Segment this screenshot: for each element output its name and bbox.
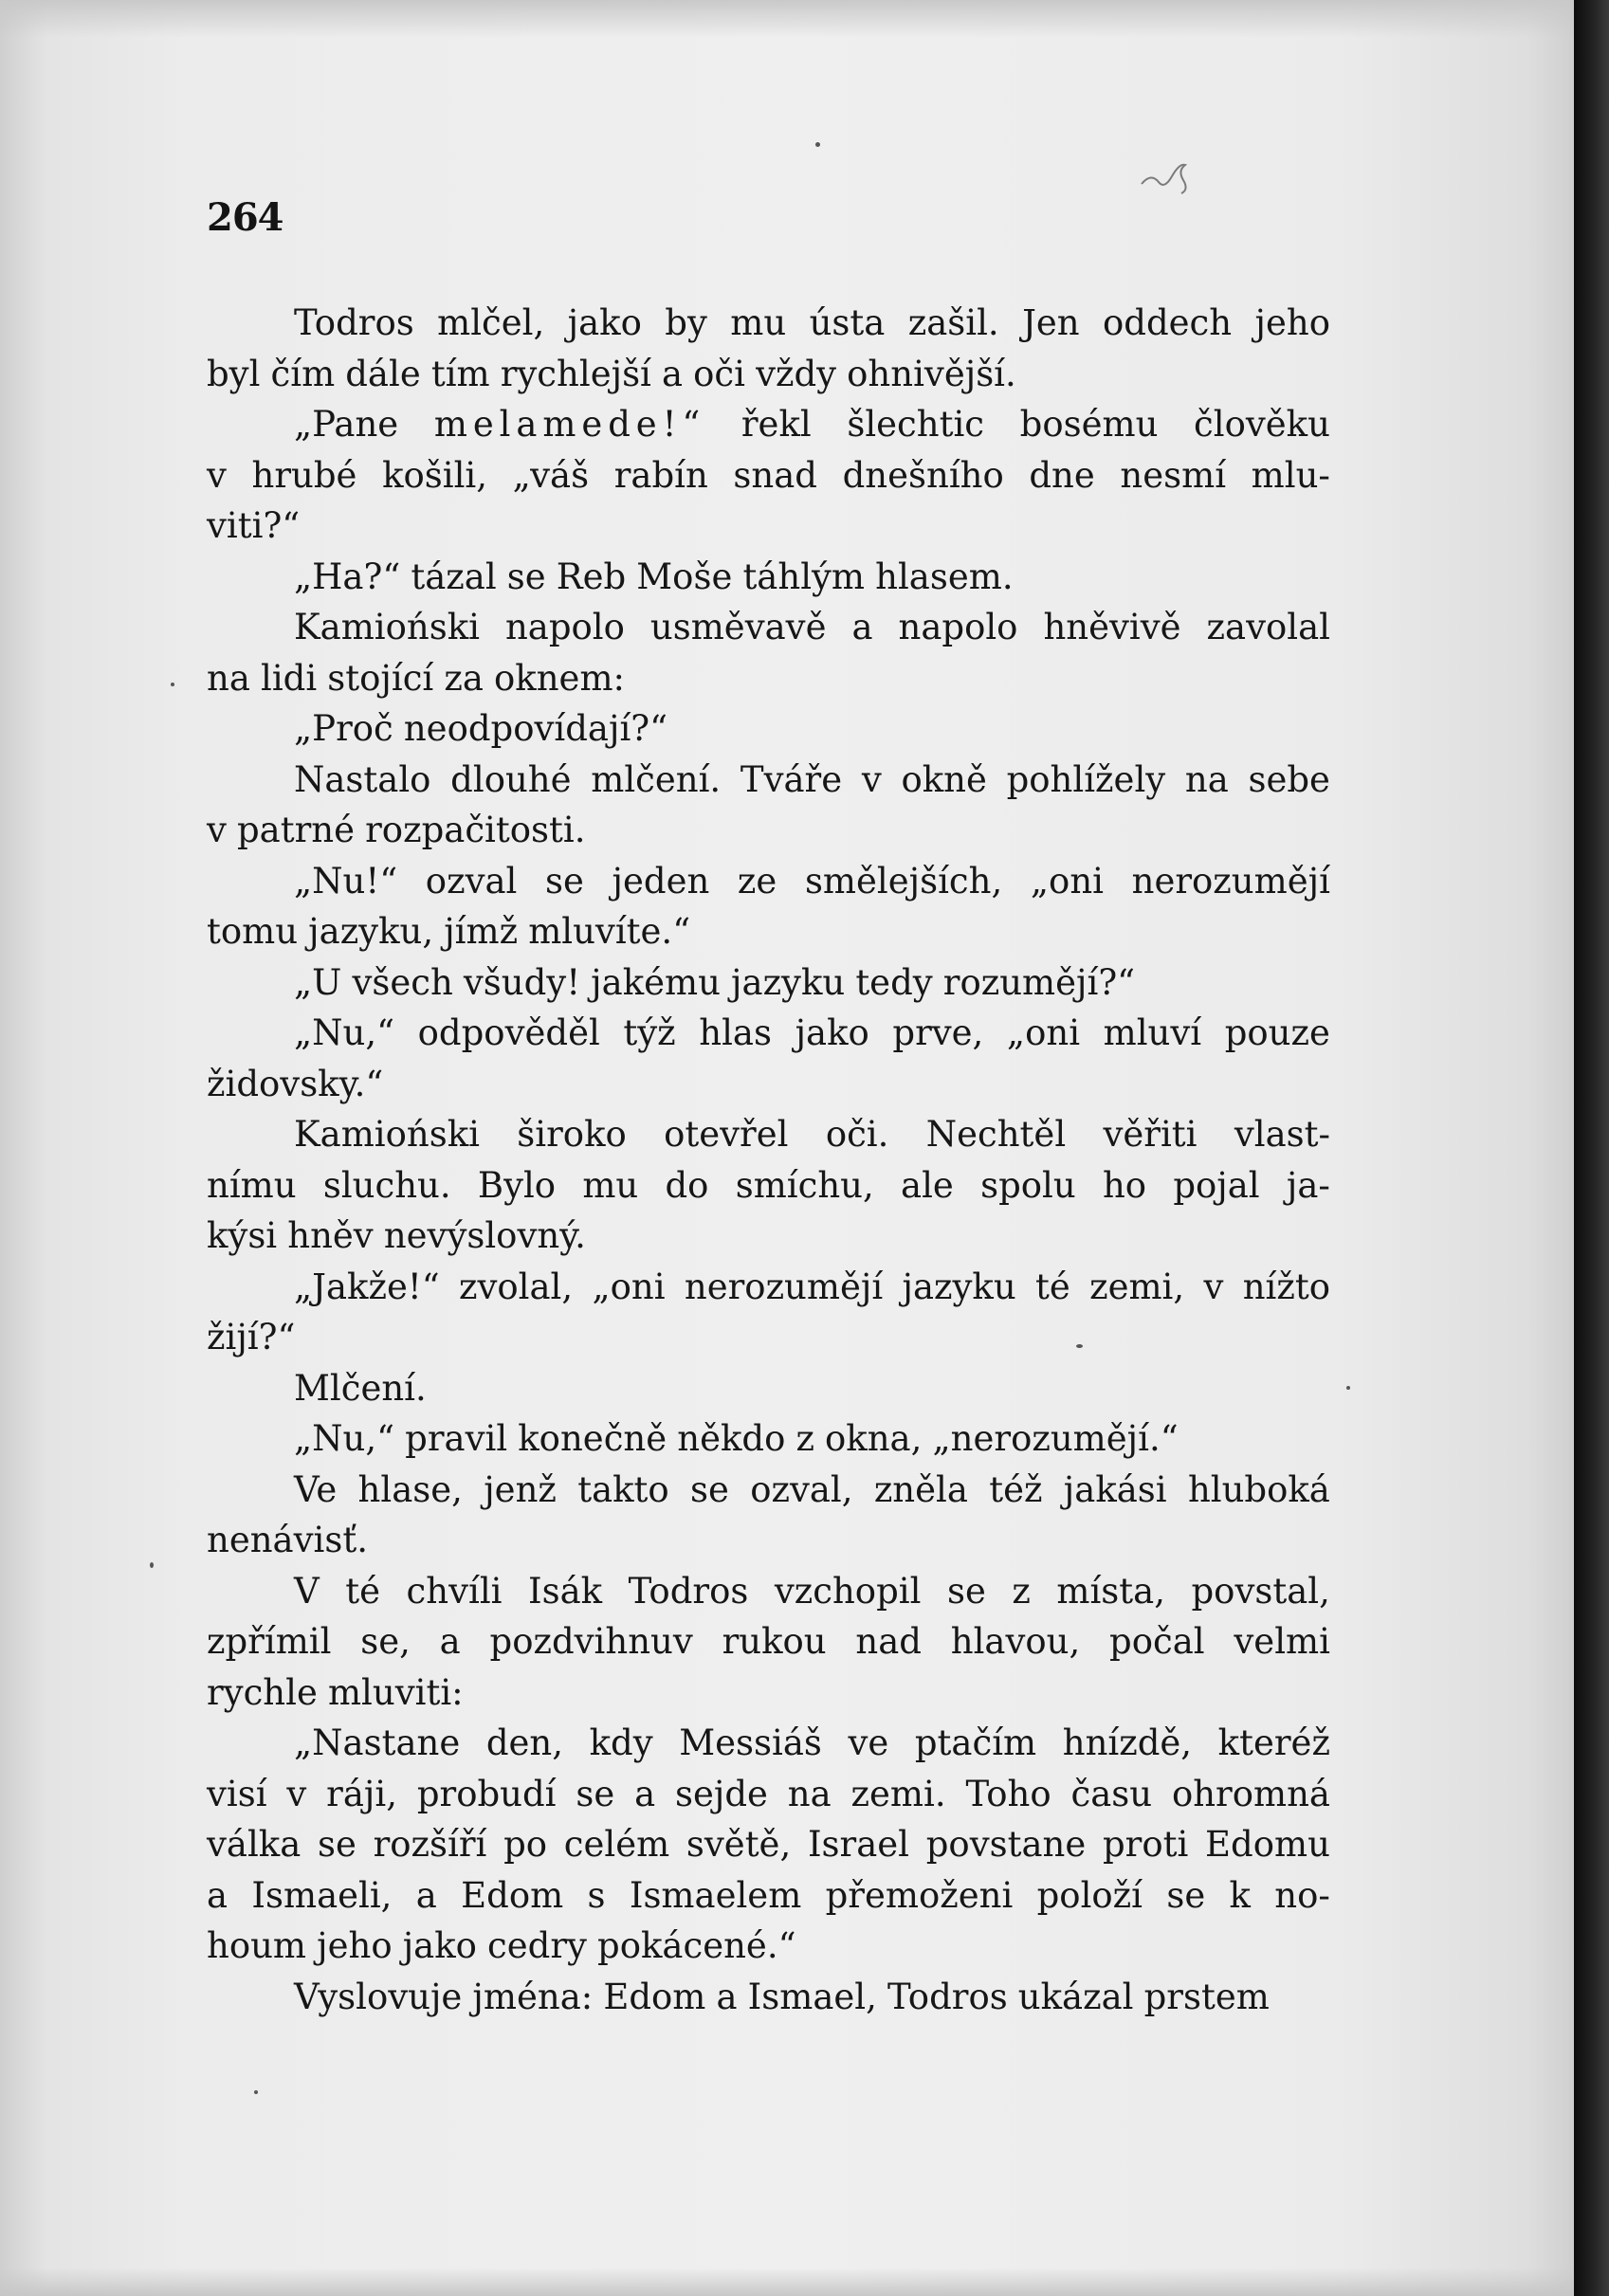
word: Todros [628,1570,749,1612]
word: přemoženi [825,1874,1014,1916]
word: světě, [686,1824,792,1865]
word: šlechtic [847,404,985,445]
word: „oni [1006,1012,1081,1053]
word: člověku [1194,404,1330,445]
text-line [207,1465,1330,1516]
word: „Nu,“ [294,1012,395,1053]
word: zašil. [907,302,999,343]
word: Jen [1022,302,1080,343]
word: žijí?“ [207,1317,296,1358]
word: takto [577,1468,669,1510]
book-spine [1574,0,1609,2296]
word: Mlčení. [294,1367,427,1409]
word: dále [345,353,421,394]
word: ozval, [750,1468,853,1510]
word: „váš [512,454,590,496]
word: ptačím [914,1722,1037,1763]
word: a [716,1976,738,2017]
text-line [207,1211,1330,1262]
word: ozval [425,860,518,902]
word: hrubé [251,454,357,496]
word: pravil [405,1418,508,1459]
word: zemi. [850,1773,946,1814]
word: se [946,1570,986,1612]
word: na [787,1773,832,1814]
word: V [294,1570,320,1612]
word: oči. [825,1114,889,1155]
word: válka [207,1824,302,1865]
text-line [207,1312,1330,1363]
word: té [345,1570,381,1612]
word: konečně [518,1418,667,1459]
word: jeho [317,1925,393,1966]
word: se [690,1468,729,1510]
word: chvíli [406,1570,503,1612]
word: rabín [613,454,708,496]
word: a [661,353,684,394]
word: široko [517,1114,627,1155]
print-speck [1076,1344,1083,1348]
word: všech [352,961,453,1003]
word: se [506,556,546,597]
word: hlas [699,1012,772,1053]
word: položí [1036,1874,1143,1916]
word: celém [563,1824,670,1865]
text-line [207,552,1330,603]
text-line [207,906,1330,957]
word: po [503,1824,548,1865]
word: Ismael, [747,1976,877,2017]
word: jímž [444,911,519,952]
print-speck [171,683,174,686]
word: dlouhé [450,758,572,800]
word: ráji, [326,1773,397,1814]
word: s [587,1874,606,1916]
word: v [207,810,227,850]
word: „Nastane [294,1722,461,1763]
word: v [286,1773,307,1814]
text-line [207,399,1330,450]
word: Nechtěl [925,1114,1067,1155]
word: ohromná [1171,1773,1330,1814]
word: rozpačitosti. [365,810,586,850]
word: z [1012,1570,1031,1612]
word: jako [567,302,642,343]
text-line [207,1718,1330,1769]
word: jakému [591,961,721,1003]
word: stojící [327,657,434,699]
word: jeho [1254,302,1330,343]
word: pohlížely [1006,758,1166,800]
word: jazyku [731,961,846,1003]
word: pokácené.“ [597,1925,796,1966]
word: sejde [675,1773,768,1814]
word: Todros [294,302,414,343]
word: „Ha?“ [294,556,401,597]
word: Vyslovuje [294,1976,463,2017]
word: okně [901,758,987,800]
word: by [665,302,707,343]
word: ohnivější. [847,353,1016,394]
word: „Pane [294,404,399,445]
page-number: 264 [207,195,283,240]
word: lidi [260,657,318,699]
text-line [207,501,1330,552]
word: se [317,1824,357,1865]
word: věřiti [1103,1114,1198,1155]
word: Messiáš [679,1722,822,1763]
word: Edom [461,1874,564,1916]
text-line [207,1972,1330,2023]
word: Moše [636,556,733,597]
word: ve [848,1722,889,1763]
word: proti [1102,1824,1189,1865]
word: Todros [887,1976,1008,2017]
word: hněv [287,1215,374,1256]
word: rychlejší [500,353,651,394]
word: Israel [807,1824,910,1865]
text-line [207,856,1330,907]
word: patrné [237,810,356,850]
word: rozšíří [373,1824,487,1865]
word: okna, [825,1418,923,1459]
text-line [207,1921,1330,1972]
text-line [207,1515,1330,1566]
word: a [207,1874,229,1916]
word: všudy! [463,961,581,1003]
word: nerozumějí [1131,860,1330,902]
word: no- [1274,1874,1330,1916]
word: spolu [980,1164,1076,1206]
word: „Proč [294,708,393,749]
text-line [207,602,1330,653]
word: nesmí [1120,454,1227,496]
word: sluchu. [322,1164,451,1206]
word: hlase, [357,1468,463,1510]
word: se, [360,1621,411,1662]
word: „oni [1030,860,1104,902]
word: Reb [556,556,627,597]
word: hnízdě, [1062,1722,1193,1763]
word: židovsky.“ [207,1063,384,1104]
word: kýsi [207,1215,278,1256]
word: oči [693,353,745,394]
text-line [207,1008,1330,1059]
print-speck [254,2090,258,2094]
word: oddech [1103,302,1233,343]
word: za [444,657,484,699]
word: Isák [528,1570,603,1612]
word: neodpovídají?“ [403,708,668,749]
word: hlavou, [950,1621,1081,1662]
word: ja- [1286,1164,1330,1206]
word: se [545,860,584,902]
word: „Jakže!“ [294,1266,440,1307]
word: „U [294,961,342,1003]
word: ale [901,1164,954,1206]
word: smíchu, [735,1164,874,1206]
word: pouze [1224,1012,1330,1053]
word: napolo [504,607,625,647]
pencil-mark [1138,152,1204,199]
word: a [439,1621,461,1662]
word: Tváře [740,758,843,800]
word: dnešního [842,454,1004,496]
text-line [207,957,1330,1009]
word: jeden [612,860,710,902]
text-line [207,1160,1330,1212]
word: den, [485,1722,564,1763]
word: rychle [207,1671,318,1713]
word: se [576,1773,615,1814]
word: „Nu!“ [294,860,398,902]
word: se [1166,1874,1206,1916]
word: košili, [382,454,488,496]
word: probudí [416,1773,557,1814]
word: Edom [603,1976,706,2017]
word: na [207,657,250,699]
word: jako [402,1925,477,1966]
text-line [207,1262,1330,1313]
word: ze [737,860,777,902]
word: mluvíte.“ [528,911,691,952]
word: prstem [1143,1976,1270,2017]
word: hlasem. [875,556,1014,597]
word: jakási [1063,1468,1167,1510]
word: jenž [484,1468,557,1510]
word: jména: [472,1976,594,2017]
word: jako [795,1012,869,1053]
word: rozumějí?“ [942,961,1136,1003]
text-line [207,1566,1330,1617]
word: povstal, [1191,1570,1330,1612]
word: nevýslovný. [383,1215,586,1256]
word: na [1184,758,1229,800]
word: a [851,607,873,647]
word: z [795,1418,814,1459]
text-line [207,1870,1330,1922]
word: kteréž [1217,1722,1330,1763]
word: pozdvihnuv [489,1621,693,1662]
text-line [207,298,1330,349]
word: ukázal [1017,1976,1134,2017]
word: „nerozumějí.“ [932,1418,1179,1459]
word: čím [270,353,336,394]
word: napolo [898,607,1018,647]
word: zněla [873,1468,968,1510]
word: tím [430,353,490,394]
word: viti?“ [207,505,301,546]
word: Kamioński [294,1114,480,1155]
word: zavolal [1206,607,1330,647]
text-line [207,703,1330,755]
word: Ismaeli, [251,1874,393,1916]
word: cedry [487,1925,587,1966]
word: povstane [925,1824,1087,1865]
word: času [1070,1773,1153,1814]
word: řekl [741,404,812,445]
text-line [207,755,1330,806]
word: nerozumějí [684,1266,884,1307]
word: tomu [207,911,299,952]
word: visí [207,1773,267,1814]
word: mlčel, [437,302,545,343]
word: počal [1109,1621,1205,1662]
print-speck [150,1562,154,1568]
word: vždy [756,353,837,394]
word: houm [207,1925,307,1966]
text-line [207,1667,1330,1719]
word: hluboká [1187,1468,1330,1510]
word: týž [623,1012,676,1053]
word: otevřel [664,1114,789,1155]
word: zpřímil [207,1621,332,1662]
text-line [207,450,1330,501]
word: Bylo [477,1164,557,1206]
word: zemi, [1089,1266,1185,1307]
word: mu [730,302,787,343]
word: k [1229,1874,1251,1916]
word: mlu- [1251,454,1330,496]
word: hněvivě [1043,607,1181,647]
word: nížto [1242,1266,1330,1307]
text-line [207,1769,1330,1820]
word: a [415,1874,437,1916]
word: usměvavě [649,607,827,647]
word: v [207,454,227,496]
word: nímu [207,1164,297,1206]
word: tázal [411,556,497,597]
word: sebe [1248,758,1330,800]
word: v [861,758,882,800]
print-speck [1346,1386,1350,1390]
word: nenávisť. [207,1520,368,1560]
word: „Nu,“ [294,1418,395,1459]
word: smělejších, [804,860,1003,902]
word: mluví [1103,1012,1202,1053]
word: ho [1102,1164,1147,1206]
word: Edomu [1205,1824,1330,1865]
word: a [634,1773,656,1814]
word: prve, [892,1012,984,1053]
word: jazyku, [308,911,434,952]
text-line [207,1413,1330,1465]
word: též [989,1468,1043,1510]
word: Toho [965,1773,1051,1814]
word: tedy [855,961,933,1003]
word: táhlým [742,556,866,597]
text-line [207,1109,1330,1160]
word: nad [855,1621,922,1662]
word: velmi [1234,1621,1330,1662]
word: Ve [294,1468,338,1510]
text-line [207,805,1330,856]
word: v [1203,1266,1224,1307]
text-line [207,1363,1330,1414]
word: té [1035,1266,1070,1307]
print-speck [815,142,820,147]
word: „oni [592,1266,666,1307]
word: vzchopil [774,1570,922,1612]
word: bosému [1019,404,1159,445]
word: místa, [1056,1570,1165,1612]
word: pojal [1173,1164,1260,1206]
word: Ismaelem [629,1874,802,1916]
word: melamede!“ [433,404,706,445]
text-line [207,1616,1330,1667]
text-line [207,1059,1330,1110]
word: dne [1029,454,1095,496]
word: zvolal, [458,1266,574,1307]
word: vlast- [1234,1114,1330,1155]
text-line [207,349,1330,400]
word: snad [733,454,817,496]
text-line [207,1819,1330,1870]
word: do [665,1164,709,1206]
word: kdy [589,1722,653,1763]
word: rukou [722,1621,827,1662]
word: mu [582,1164,639,1206]
word: mlčení. [591,758,722,800]
body-text [207,298,1330,2022]
word: někdo [677,1418,786,1459]
word: Nastalo [294,758,431,800]
word: jazyku [902,1266,1016,1307]
word: byl [207,353,261,394]
text-line [207,653,1330,704]
word: oknem: [494,657,625,699]
word: ústa [809,302,886,343]
word: mluviti: [327,1671,464,1713]
word: odpověděl [417,1012,600,1053]
word: Kamioński [294,607,480,647]
